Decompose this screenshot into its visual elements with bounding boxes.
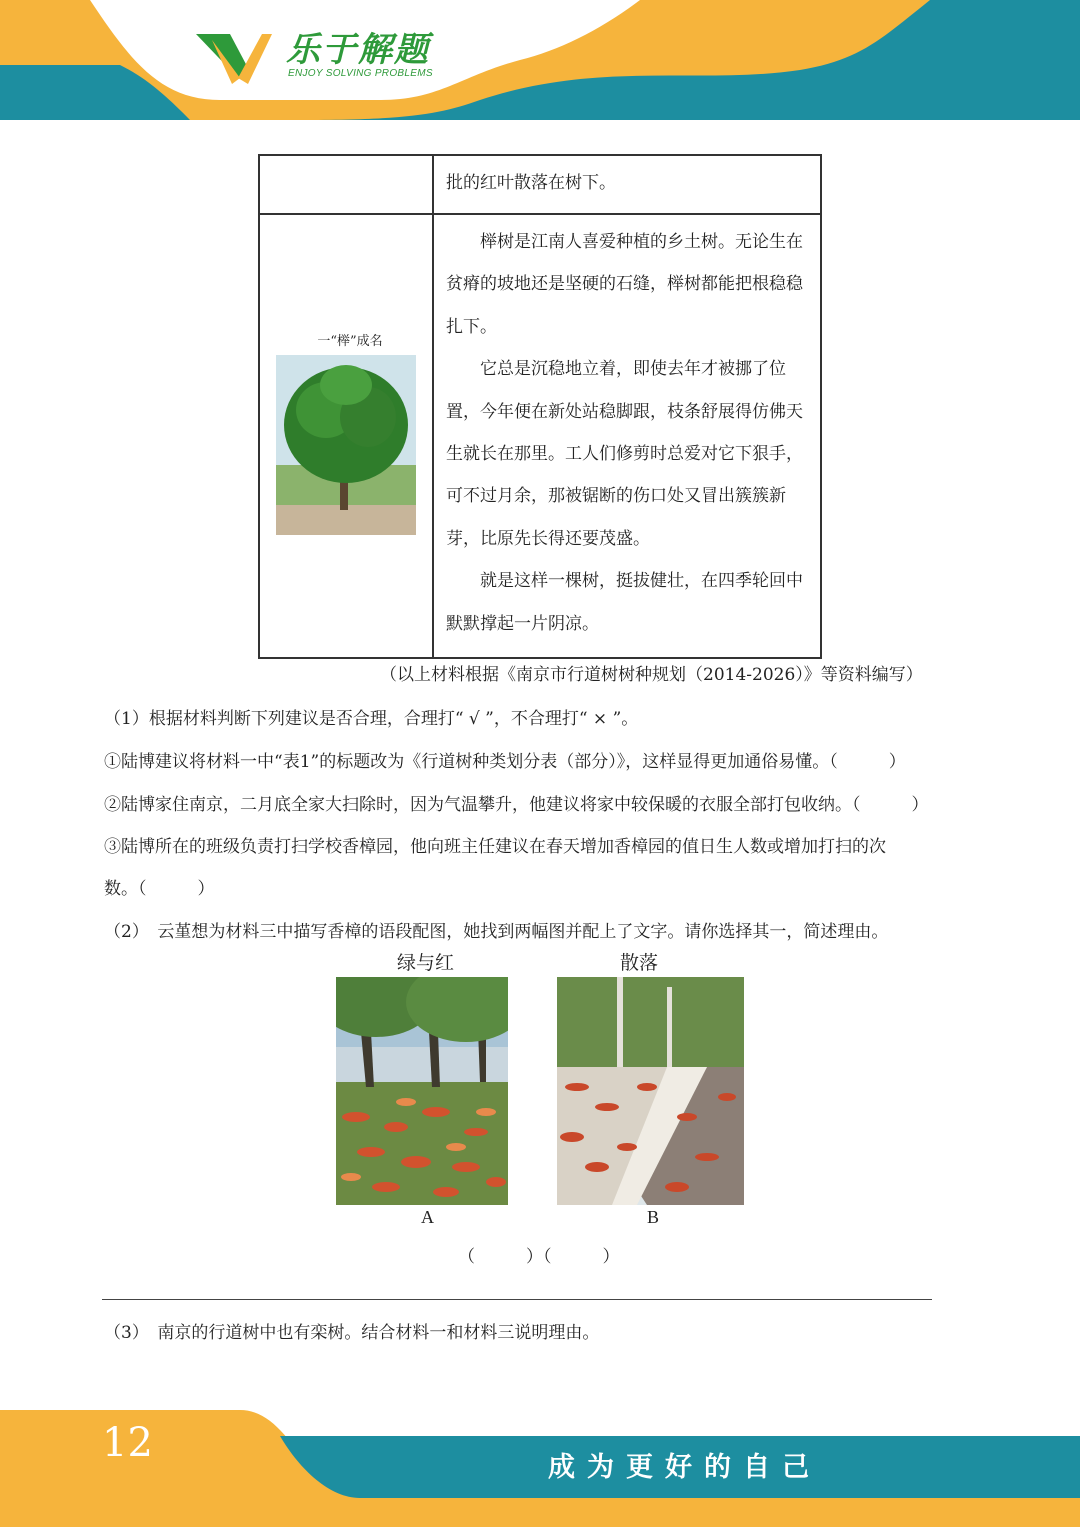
material-table: [258, 154, 822, 659]
page-footer: [0, 1410, 1080, 1527]
q1-stem: （1）根据材料判断下列建议是否合理，合理打“ √ ”，不合理打“ × ”。: [104, 709, 639, 729]
tree-photo: [276, 355, 416, 535]
q1-item: ②陆博家住南京，二月底全家大扫除时，因为气温攀升，他建议将家中较保暖的衣服全部打包收纳。（ ）: [104, 795, 929, 815]
paragraph: 榉树是江南人喜爱种植的乡土树。无论生在贫瘠的坡地还是坚硬的石缝，榉树都能把根稳稳扎下。: [446, 232, 803, 337]
tree-caption: 一“榉”成名: [317, 334, 383, 349]
brand-tagline: ENJOY SOLVING PROBLEMS: [288, 68, 433, 79]
q2-answer-blanks: （ ）（ ）: [458, 1247, 620, 1267]
table-cell-image: [259, 214, 433, 658]
q1-item: ①陆博建议将材料一中“表1”的标题改为《行道树种类划分表（部分）》，这样显得更加通俗易懂。（ ）: [104, 752, 906, 772]
paragraph: 它总是沉稳地立着，即使去年才被挪了位置，今年便在新处站稳脚跟，枝条舒展得仿佛天生就长在那里。工人们修剪时总爱对它下狠手，可不过月余，那被锯断的伤口处又冒出簇簇新芽，比原先长得还要茂盛。: [446, 359, 803, 549]
page-header: [0, 0, 1080, 125]
paragraph: 就是这样一棵树，挺拔健壮，在四季轮回中默默撑起一片阴凉。: [446, 571, 803, 634]
table-cell: [433, 214, 821, 658]
photo-a-label: A: [421, 1207, 434, 1227]
row1-text: 批的红叶散落在树下。: [446, 173, 616, 193]
footer-slogan: 成为更好的自己: [548, 1452, 821, 1483]
q2-stem: （2） 云堇想为材料三中描写香樟的语段配图，她找到两幅图并配上了文字。请你选择其一，简述理由。: [104, 922, 889, 942]
page-number: 12: [102, 1420, 153, 1466]
brand-name: 乐于解题: [286, 30, 430, 70]
photo-b: [557, 977, 744, 1205]
table-row: [259, 214, 821, 658]
photo-a-title: 绿与红: [397, 952, 455, 974]
table-row: [259, 155, 821, 214]
table-cell: [433, 155, 821, 214]
q3-stem: （3） 南京的行道树中也有栾树。结合材料一和材料三说明理由。: [104, 1323, 600, 1343]
photo-a: [336, 977, 508, 1205]
photo-b-label: B: [647, 1207, 660, 1227]
table-cell-empty: [259, 155, 433, 214]
answer-line: [102, 1299, 932, 1300]
source-note: （以上材料根据《南京市行道树树种规划（2014-2026）》等资料编写）: [380, 665, 923, 685]
photo-b-title: 散落: [620, 952, 659, 974]
q1-item: 数。（ ）: [104, 879, 215, 899]
q1-item: ③陆博所在的班级负责打扫学校香樟园，他向班主任建议在春天增加香樟园的值日生人数或增加打扫的次: [104, 837, 886, 857]
